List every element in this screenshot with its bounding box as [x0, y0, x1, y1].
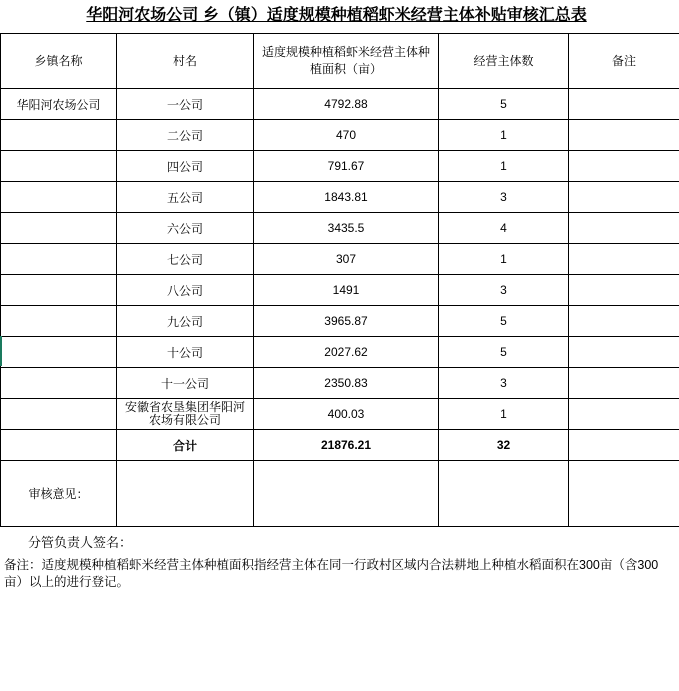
- cell-remark: [569, 182, 679, 213]
- cell-township: [1, 306, 117, 337]
- cell-village: 七公司: [117, 244, 254, 275]
- cell-remark: [569, 244, 679, 275]
- signature-row: [0, 527, 679, 555]
- table-row: [1, 399, 679, 430]
- cell-remark: [569, 337, 679, 368]
- cell-count: 1: [439, 399, 569, 430]
- review-opinion-extra-3[interactable]: [569, 461, 679, 527]
- cell-count: 1: [439, 244, 569, 275]
- table-total-row: [1, 430, 679, 461]
- cell-township: [1, 337, 117, 368]
- cell-township: [1, 151, 117, 182]
- total-count: 32: [439, 430, 569, 461]
- column-header-count: 经营主体数: [439, 34, 569, 89]
- cell-area: 1491: [254, 275, 439, 306]
- cell-village: 十一公司: [117, 368, 254, 399]
- review-opinion-row: [1, 461, 679, 527]
- review-opinion-extra-2[interactable]: [439, 461, 569, 527]
- cell-area: 791.67: [254, 151, 439, 182]
- cell-count: 5: [439, 89, 569, 120]
- table-header-row: [1, 34, 679, 89]
- total-area: 21876.21: [254, 430, 439, 461]
- cell-area: 4792.88: [254, 89, 439, 120]
- review-opinion-extra-1[interactable]: [254, 461, 439, 527]
- cell-village: 二公司: [117, 120, 254, 151]
- cell-remark: [569, 213, 679, 244]
- column-header-village: 村名: [117, 34, 254, 89]
- cell-township: 华阳河农场公司: [1, 89, 117, 120]
- footnote: [0, 555, 679, 591]
- review-opinion-value[interactable]: [117, 461, 254, 527]
- table-row: [1, 213, 679, 244]
- cell-area: 307: [254, 244, 439, 275]
- cell-count: 5: [439, 337, 569, 368]
- cell-village: 八公司: [117, 275, 254, 306]
- column-header-remark: 备注: [569, 34, 679, 89]
- signature-label: 分管负责人签名：: [28, 534, 133, 550]
- table-row: [1, 182, 679, 213]
- cell-selection-marker: [0, 336, 4, 366]
- table-row: [1, 368, 679, 399]
- footnote-text: 适度规模种植稻虾米经营主体种植面积指经营主体在同一行政村区域内合法耕地上种植水稻面积在300亩（含300亩）以上的进行登记。: [4, 558, 659, 589]
- cell-township: [1, 213, 117, 244]
- cell-remark: [569, 306, 679, 337]
- cell-area: 3435.5: [254, 213, 439, 244]
- cell-area: 1843.81: [254, 182, 439, 213]
- page-title: 华阳河农场公司 乡（镇）适度规模种植稻虾米经营主体补贴审核汇总表: [86, 7, 587, 24]
- cell-count: 3: [439, 275, 569, 306]
- cell-village: 九公司: [117, 306, 254, 337]
- cell-village: 六公司: [117, 213, 254, 244]
- table-row: [1, 337, 679, 368]
- cell-township: [1, 120, 117, 151]
- cell-count: 3: [439, 368, 569, 399]
- cell-remark: [569, 89, 679, 120]
- total-remark: [569, 430, 679, 461]
- footnote-label: 备注：: [4, 558, 42, 572]
- cell-remark: [569, 399, 679, 430]
- table-row: [1, 89, 679, 120]
- cell-count: 3: [439, 182, 569, 213]
- cell-area: 3965.87: [254, 306, 439, 337]
- table-row: [1, 275, 679, 306]
- subsidy-summary-table: [0, 33, 679, 527]
- cell-count: 1: [439, 151, 569, 182]
- cell-area: 400.03: [254, 399, 439, 430]
- column-header-township: 乡镇名称: [1, 34, 117, 89]
- cell-area: 470: [254, 120, 439, 151]
- cell-township: [1, 430, 117, 461]
- cell-township: [1, 399, 117, 430]
- table-row: [1, 151, 679, 182]
- cell-village: 安徽省农垦集团华阳河农场有限公司: [117, 399, 254, 430]
- total-label: 合计: [117, 430, 254, 461]
- cell-village: 十公司: [117, 337, 254, 368]
- cell-count: 4: [439, 213, 569, 244]
- table-row: [1, 244, 679, 275]
- cell-village: 五公司: [117, 182, 254, 213]
- column-header-area: 适度规模种植稻虾米经营主体种植面积（亩）: [254, 34, 439, 89]
- cell-count: 1: [439, 120, 569, 151]
- cell-village: 四公司: [117, 151, 254, 182]
- cell-village: 一公司: [117, 89, 254, 120]
- cell-township: [1, 275, 117, 306]
- cell-remark: [569, 120, 679, 151]
- table-row: [1, 306, 679, 337]
- cell-remark: [569, 368, 679, 399]
- cell-area: 2027.62: [254, 337, 439, 368]
- cell-township: [1, 368, 117, 399]
- cell-count: 5: [439, 306, 569, 337]
- cell-remark: [569, 151, 679, 182]
- table-row: [1, 120, 679, 151]
- cell-township: [1, 244, 117, 275]
- cell-township: [1, 182, 117, 213]
- review-opinion-label: 审核意见：: [1, 461, 117, 527]
- cell-area: 2350.83: [254, 368, 439, 399]
- cell-remark: [569, 275, 679, 306]
